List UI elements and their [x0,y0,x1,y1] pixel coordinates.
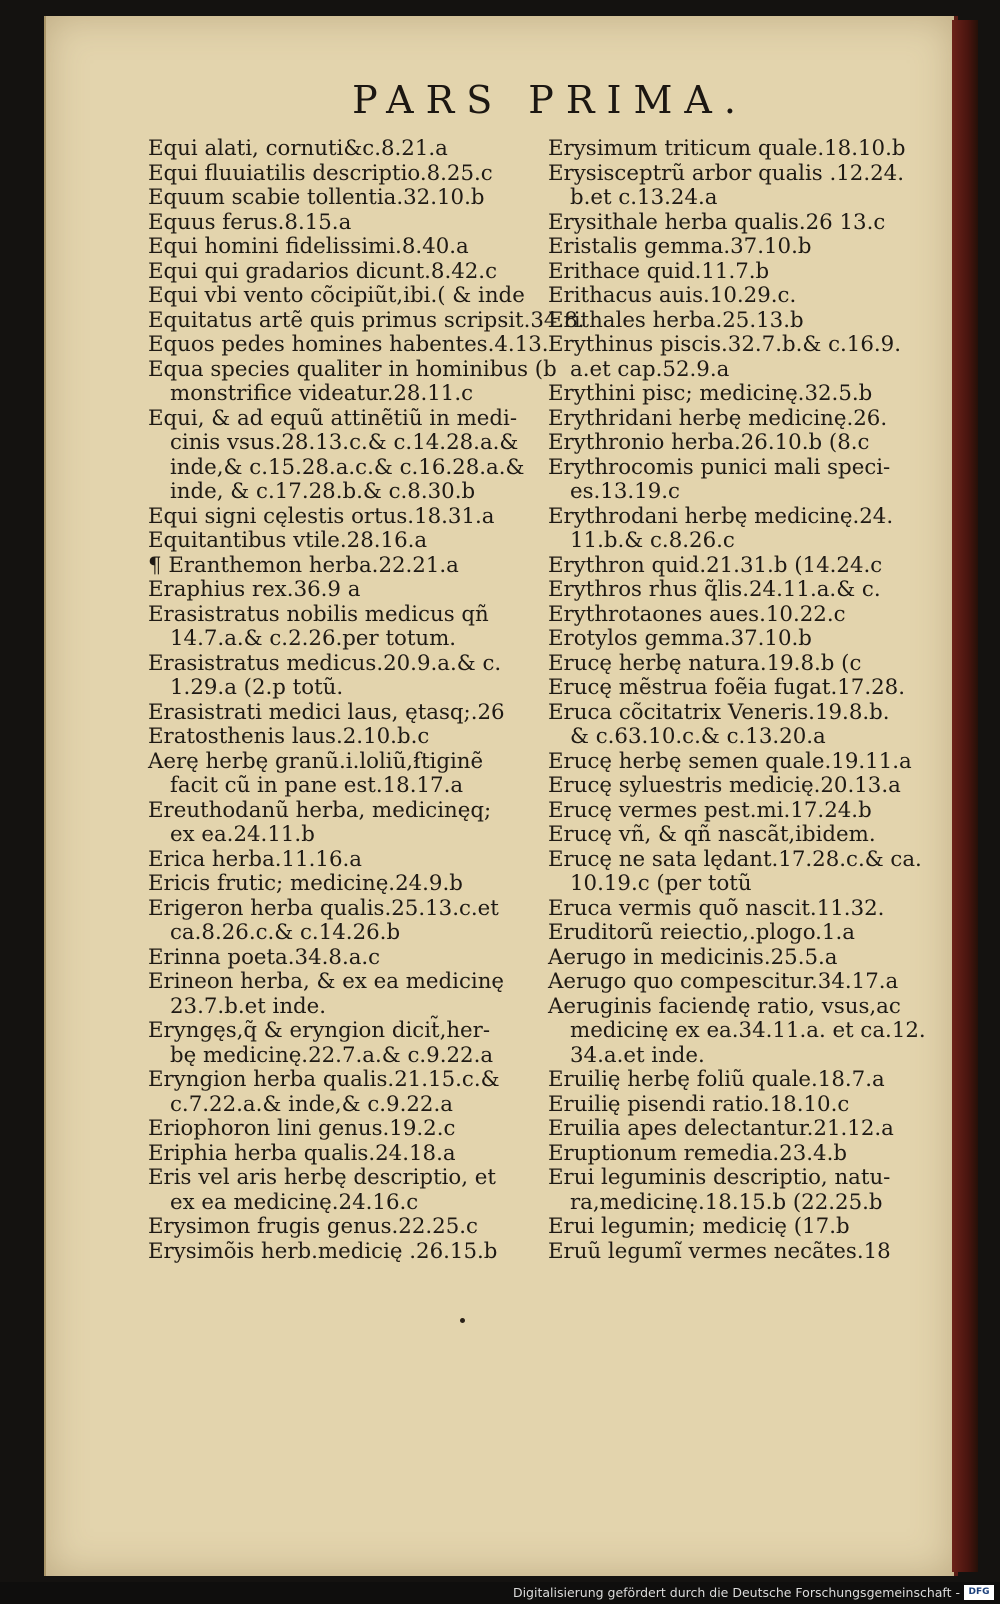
dfg-logo: DFG [964,1585,994,1600]
index-entry-line: b.et c.13.24.a [570,185,718,210]
index-entry-line: ca.8.26.c.& c.14.26.b [170,920,401,945]
book-cover-edge [952,20,978,1572]
index-entry-line: Erithales herba.25.13.b [548,307,804,333]
index-entry-line: ra,medicinę.18.15.b (22.25.b [570,1189,883,1215]
index-entry-line: Erui leguminis descriptio, natu- [548,1165,891,1190]
footer-credit: Digitalisierung gefördert durch die Deutsche Forschungsgemeinschaft - [512,1585,960,1600]
index-entry-line: Erucę vñ, & qñ nascãt,ibidem. [548,822,876,847]
index-entry-line: ¶ Eranthemon herba.22.21.a [148,552,459,578]
digitization-footer [0,1582,1000,1604]
index-entry-line: Erui legumin; medicię (17.b [548,1214,850,1239]
index-entry-line: Erythrocomis punici mali speci- [548,454,891,480]
index-entry-line: Erucę mẽstrua foẽia fugat.17.28. [548,675,905,700]
index-entry-line: Eruptionum remedia.23.4.b [548,1140,847,1166]
index-column-right [548,137,933,1264]
index-entry-line: Erythron quid.21.31.b (14.24.c [548,552,883,578]
index-entry-line: Equi, & ad equũ attinẽtiũ in medi- [148,405,518,431]
index-entry-line: 1.29.a (2.p totũ. [170,675,344,700]
index-entry-line: Erythronio herba.26.10.b (8.c [548,430,870,455]
index-entry-line: 34.a.et inde. [570,1042,705,1068]
index-entry-line: Eriophoron lini genus.19.2.c [148,1116,456,1141]
index-entry-line: es.13.19.c [570,479,680,504]
index-entry-line: Erythrotaones aues.10.22.c [548,601,846,627]
index-entry-line: Equi fluuiatilis descriptio.8.25.c [148,160,493,186]
index-entry-line: Eraphius rex.36.9 a [148,577,361,602]
index-entry-line: inde,& c.15.28.a.c.& c.16.28.a.& [170,454,525,480]
index-entry-line: Erasistratus medicus.20.9.a.& c. [148,650,502,676]
index-entry-line: ex ea.24.11.b [170,822,315,847]
index-entry-line: facit cũ in pane est.18.17.a [170,773,464,798]
running-heading: PARS PRIMA. [352,78,748,122]
index-entry-line: Equitatus artẽ quis primus scripsit.34.8. [148,307,585,333]
index-entry-line: Erucę herbę semen quale.19.11.a [548,748,912,774]
index-entry-line: Erythrodani herbę medicinę.24. [548,503,894,529]
index-entry-line: c.7.22.a.& inde,& c.9.22.a [170,1091,453,1117]
index-entry-line: Equi homini fidelissimi.8.40.a [148,234,469,259]
index-entry-line: Erucę vermes pest.mi.17.24.b [548,797,872,823]
index-entry-line: Equi vbi vento cõcipiũt,ibi.( & inde [148,283,525,308]
index-entry-line: Erysimon frugis genus.22.25.c [148,1214,478,1239]
index-entry-line: Ereuthodanũ herba, medicinęq; [148,797,492,823]
index-entry-line: Eruũ legumĩ vermes necãtes.18 [548,1238,891,1264]
index-entry-line: Eriphia herba qualis.24.18.a [148,1140,456,1166]
index-entry-line: Erythridani herbę medicinę.26. [548,405,888,431]
index-entry-line: Equos pedes homines habentes.4.13. [148,332,549,357]
index-entry-line: 10.19.c (per totũ [570,871,752,896]
index-entry-line: 23.7.b.et inde. [170,993,327,1019]
index-entry-line: Aerugo in medicinis.25.5.a [548,944,838,970]
index-entry-line: Erucę herbę natura.19.8.b (c [548,650,862,676]
index-entry-line: Erysithale herba qualis.26 13.c [548,209,886,235]
ornament-dot [460,1318,465,1323]
index-entry-line: Erinna poeta.34.8.a.c [148,944,381,970]
index-entry-line: Eruilię herbę foliũ quale.18.7.a [548,1067,885,1092]
index-entry-line: Equi qui gradarios dicunt.8.42.c [148,258,498,284]
index-entry-line: Eruca cõcitatrix Veneris.19.8.b. [548,699,890,725]
index-column-left [148,136,585,1264]
index-entry-line: Eruilię pisendi ratio.18.10.c [548,1091,850,1117]
index-entry-line: a.et cap.52.9.a [570,356,730,382]
index-entry-line: Eryngion herba qualis.21.15.c.& [148,1067,500,1092]
index-entry-line: 11.b.& c.8.26.c [570,528,735,553]
index-entry-line: Erysimum triticum quale.18.10.b [548,136,906,161]
index-entry-line: medicinę ex ea.34.11.a. et ca.12. [570,1018,926,1043]
index-entry-line: Erasistratus nobilis medicus qñ [148,601,489,627]
index-entry-line: Erysisceptrũ arbor qualis .12.24. [548,160,904,186]
index-entry-line: Erigeron herba qualis.25.13.c.et [148,895,499,921]
index-entry-line: monstrifice videatur.28.11.c [170,381,474,406]
index-entry-line: Eryngęs,q̃ & eryngion dicit̃,her- [148,1018,491,1043]
index-entry-line: Eratosthenis laus.2.10.b.c [148,724,430,749]
index-entry-line: Equitantibus vtile.28.16.a [148,528,428,553]
index-entry-line: cinis vsus.28.13.c.& c.14.28.a.& [170,430,519,455]
index-entry-line: Erythros rhus q̃lis.24.11.a.& c. [548,577,881,602]
index-entry-line: Erucę ne sata lędant.17.28.c.& ca. [548,846,922,872]
index-entry-line: Equa species qualiter in hominibus (b [148,356,557,382]
index-entry-line: Erythinus piscis.32.7.b.& c.16.9. [548,332,901,357]
index-entry-line: ex ea medicinę.24.16.c [170,1189,419,1215]
index-entry-line: Erineon herba, & ex ea medicinę [148,969,505,994]
index-entry-line: Eris vel aris herbę descriptio, et [148,1165,496,1190]
index-entry-line: Erithace quid.11.7.b [548,258,770,284]
index-entry-line: Erithacus auis.10.29.c. [548,283,797,308]
index-entry-line: bę medicinę.22.7.a.& c.9.22.a [170,1042,494,1068]
index-entry-line: Equus ferus.8.15.a [148,209,352,235]
index-entry-line: Erythini pisc; medicinę.32.5.b [548,381,873,406]
index-entry-line: Equi alati, cornuti&c.8.21.a [148,136,448,161]
index-entry-line: Ericis frutic; medicinę.24.9.b [148,871,463,896]
index-entry-line: Erysimõis herb.medicię .26.15.b [148,1238,498,1264]
index-entry-line: inde, & c.17.28.b.& c.8.30.b [170,479,476,504]
index-entry-line: Aerugo quo compescitur.34.17.a [548,969,899,994]
index-entry-line: Erotylos gemma.37.10.b [548,626,812,651]
index-entry-line: & c.63.10.c.& c.13.20.a [570,724,826,749]
index-entry-line: Eruilia apes delectantur.21.12.a [548,1116,894,1141]
index-entry-line: Erica herba.11.16.a [148,846,362,872]
index-entry-line: Equi signi cęlestis ortus.18.31.a [148,503,495,529]
index-entry-line: 14.7.a.& c.2.26.per totum. [170,626,457,651]
index-entry-line: Eristalis gemma.37.10.b [548,234,812,259]
index-entry-line: Erasistrati medici laus, ętasq;.26 [148,699,505,725]
index-entry-line: Eruditorũ reiectio,.plogo.1.a [548,920,855,945]
index-entry-line: Aerę herbę granũ.i.loliũ,ẜtiginẽ [148,748,484,774]
index-entry-line: Eruca vermis quõ nascit.11.32. [548,895,885,921]
index-entry-line: Equum scabie tollentia.32.10.b [148,185,485,210]
index-entry-line: Aeruginis faciendę ratio, vsus,ac [548,993,901,1019]
index-entry-line: Erucę syluestris medicię.20.13.a [548,773,901,798]
